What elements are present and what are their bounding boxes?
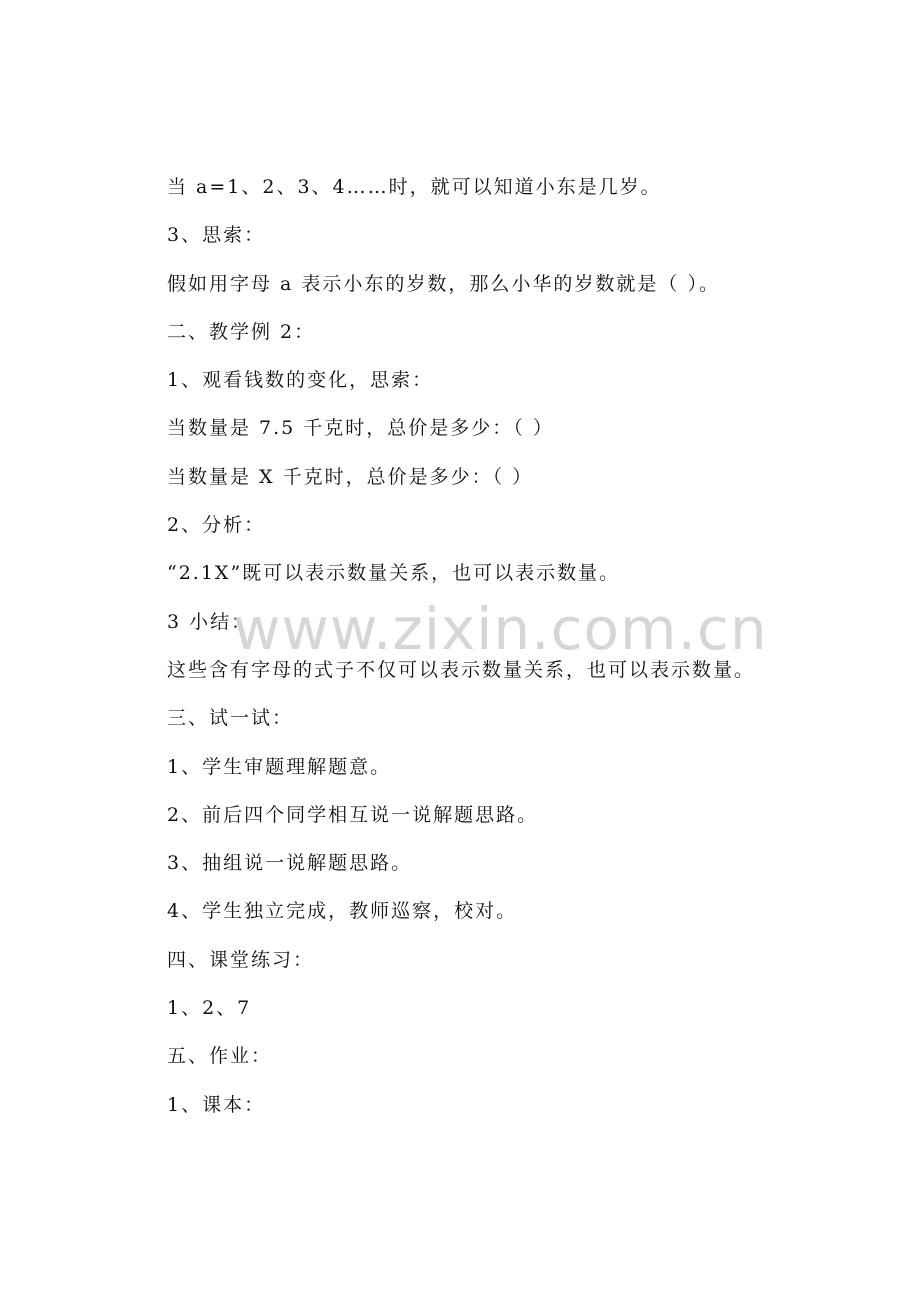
text-line: 4、学生独立完成，教师巡察，校对。 [167,900,518,923]
text-line: 假如用字母 a 表示小东的岁数，那么小华的岁数就是（ ）。 [167,272,720,295]
text-line: 1、观看钱数的变化，思索： [167,369,434,392]
text-line: 3、抽组说一说解题思路。 [167,852,413,875]
watermark: www.zixin.com.cn [233,595,768,663]
text-line: 1、课本： [167,1093,266,1116]
section-heading: 五、作业： [167,1045,273,1068]
text-line: 当数量是 X 千克时，总价是多少：（ ） [167,465,534,488]
section-heading: 四、课堂练习： [167,948,315,971]
text-line: 2、分析： [167,514,266,537]
section-heading: 三、试一试： [167,707,294,730]
text-line: 1、学生审题理解题意。 [167,755,392,778]
text-line: 3 小结： [167,610,253,633]
section-heading: 二、教学例 2： [167,320,316,343]
text-line: 1、2、7 [167,997,252,1020]
text-line: 这些含有字母的式子不仅可以表示数量关系，也可以表示数量。 [167,658,756,681]
text-line: 3、思索： [167,224,266,247]
text-line: 当数量是 7.5 千克时，总价是多少：（ ） [167,417,554,440]
text-line: 2、前后四个同学相互说一说解题思路。 [167,803,539,826]
document-body [167,168,867,1134]
text-line: 当 a=1、2、3、4……时，就可以知道小东是几岁。 [167,176,662,198]
text-line: “2.1X”既可以表示数量关系，也可以表示数量。 [167,562,621,585]
